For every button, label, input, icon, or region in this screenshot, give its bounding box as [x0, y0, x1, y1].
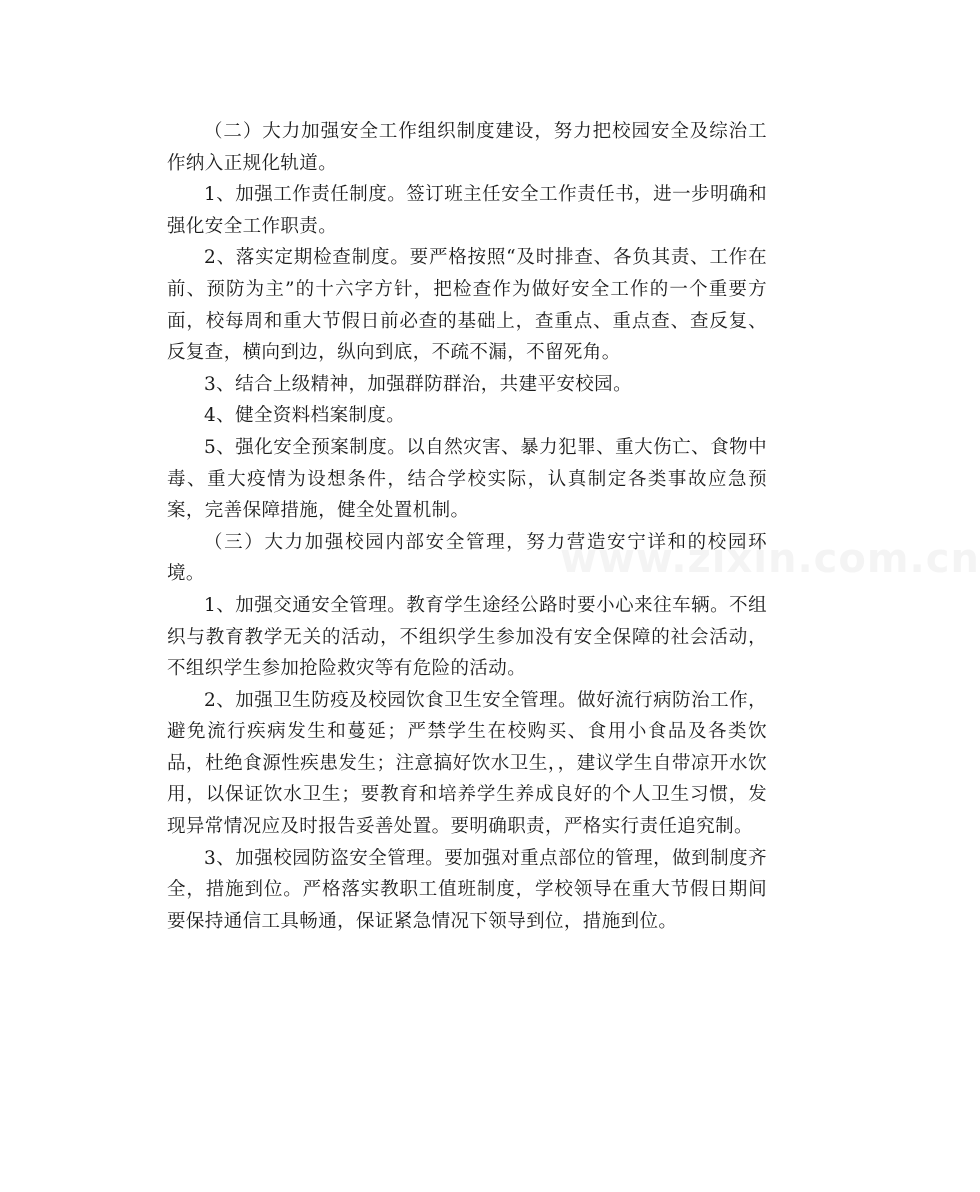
paragraph-item-5: 5、强化安全预案制度。以自然灾害、暴力犯罪、重大伤亡、食物中毒、重大疫情为设想条件，结合学校实际，认真制定各类事故应急预案，完善保障措施，健全处置机制。: [167, 436, 767, 522]
paragraph-item-1: 1、加强工作责任制度。签订班主任安全工作责任书，进一步明确和强化安全工作职责。: [167, 184, 767, 237]
paragraph-item-3: 3、结合上级精神，加强群防群治，共建平安校园。: [204, 373, 632, 395]
paragraph-hygiene-safety: 2、加强卫生防疫及校园饮食卫生安全管理。做好流行病防治工作，避免流行疾病发生和蔓延；严禁学生在校购买、食用小食品及各类饮品，杜绝食源性疾患发生；注意搞好饮水卫生，，建议学生自带凉开水饮用，以保证饮水卫生；要教育和培养学生养成良好的个人卫生习惯，发现异常情况应及时报告妥善处置。要明确职责，严格实行责任追究制。: [167, 689, 767, 838]
paragraph-traffic-safety: 1、加强交通安全管理。教育学生途经公路时要小心来往车辆。不组织与教育教学无关的活动，不组织学生参加没有安全保障的社会活动，不组织学生参加抢险救灾等有危险的活动。: [167, 594, 767, 680]
paragraph-section-two-heading: （二）大力加强安全工作组织制度建设，努力把校园安全及综治工作纳入正规化轨道。: [167, 121, 767, 174]
paragraph-theft-prevention: 3、加强校园防盗安全管理。要加强对重点部位的管理，做到制度齐全，措施到位。严格落实教职工值班制度，学校领导在重大节假日期间要保持通信工具畅通，保证紧急情况下领导到位，措施到位。: [167, 847, 767, 932]
paragraph-section-three-heading: （三）大力加强校园内部安全管理，努力营造安宁详和的校园环境。: [167, 531, 767, 585]
document-body: [167, 116, 767, 937]
paragraph-item-2: 2、落实定期检查制度。要严格按照“及时排查、各负其责、工作在前、预防为主”的十六字方针，把检查作为做好安全工作的一个重要方面，校每周和重大节假日前必查的基础上，查重点、重点查、查反复、反复查，横向到边，纵向到底，不疏不漏，不留死角。: [167, 247, 767, 364]
paragraph-item-4: 4、健全资料档案制度。: [204, 405, 406, 427]
watermark: www.zixin.com.cn: [560, 536, 980, 582]
